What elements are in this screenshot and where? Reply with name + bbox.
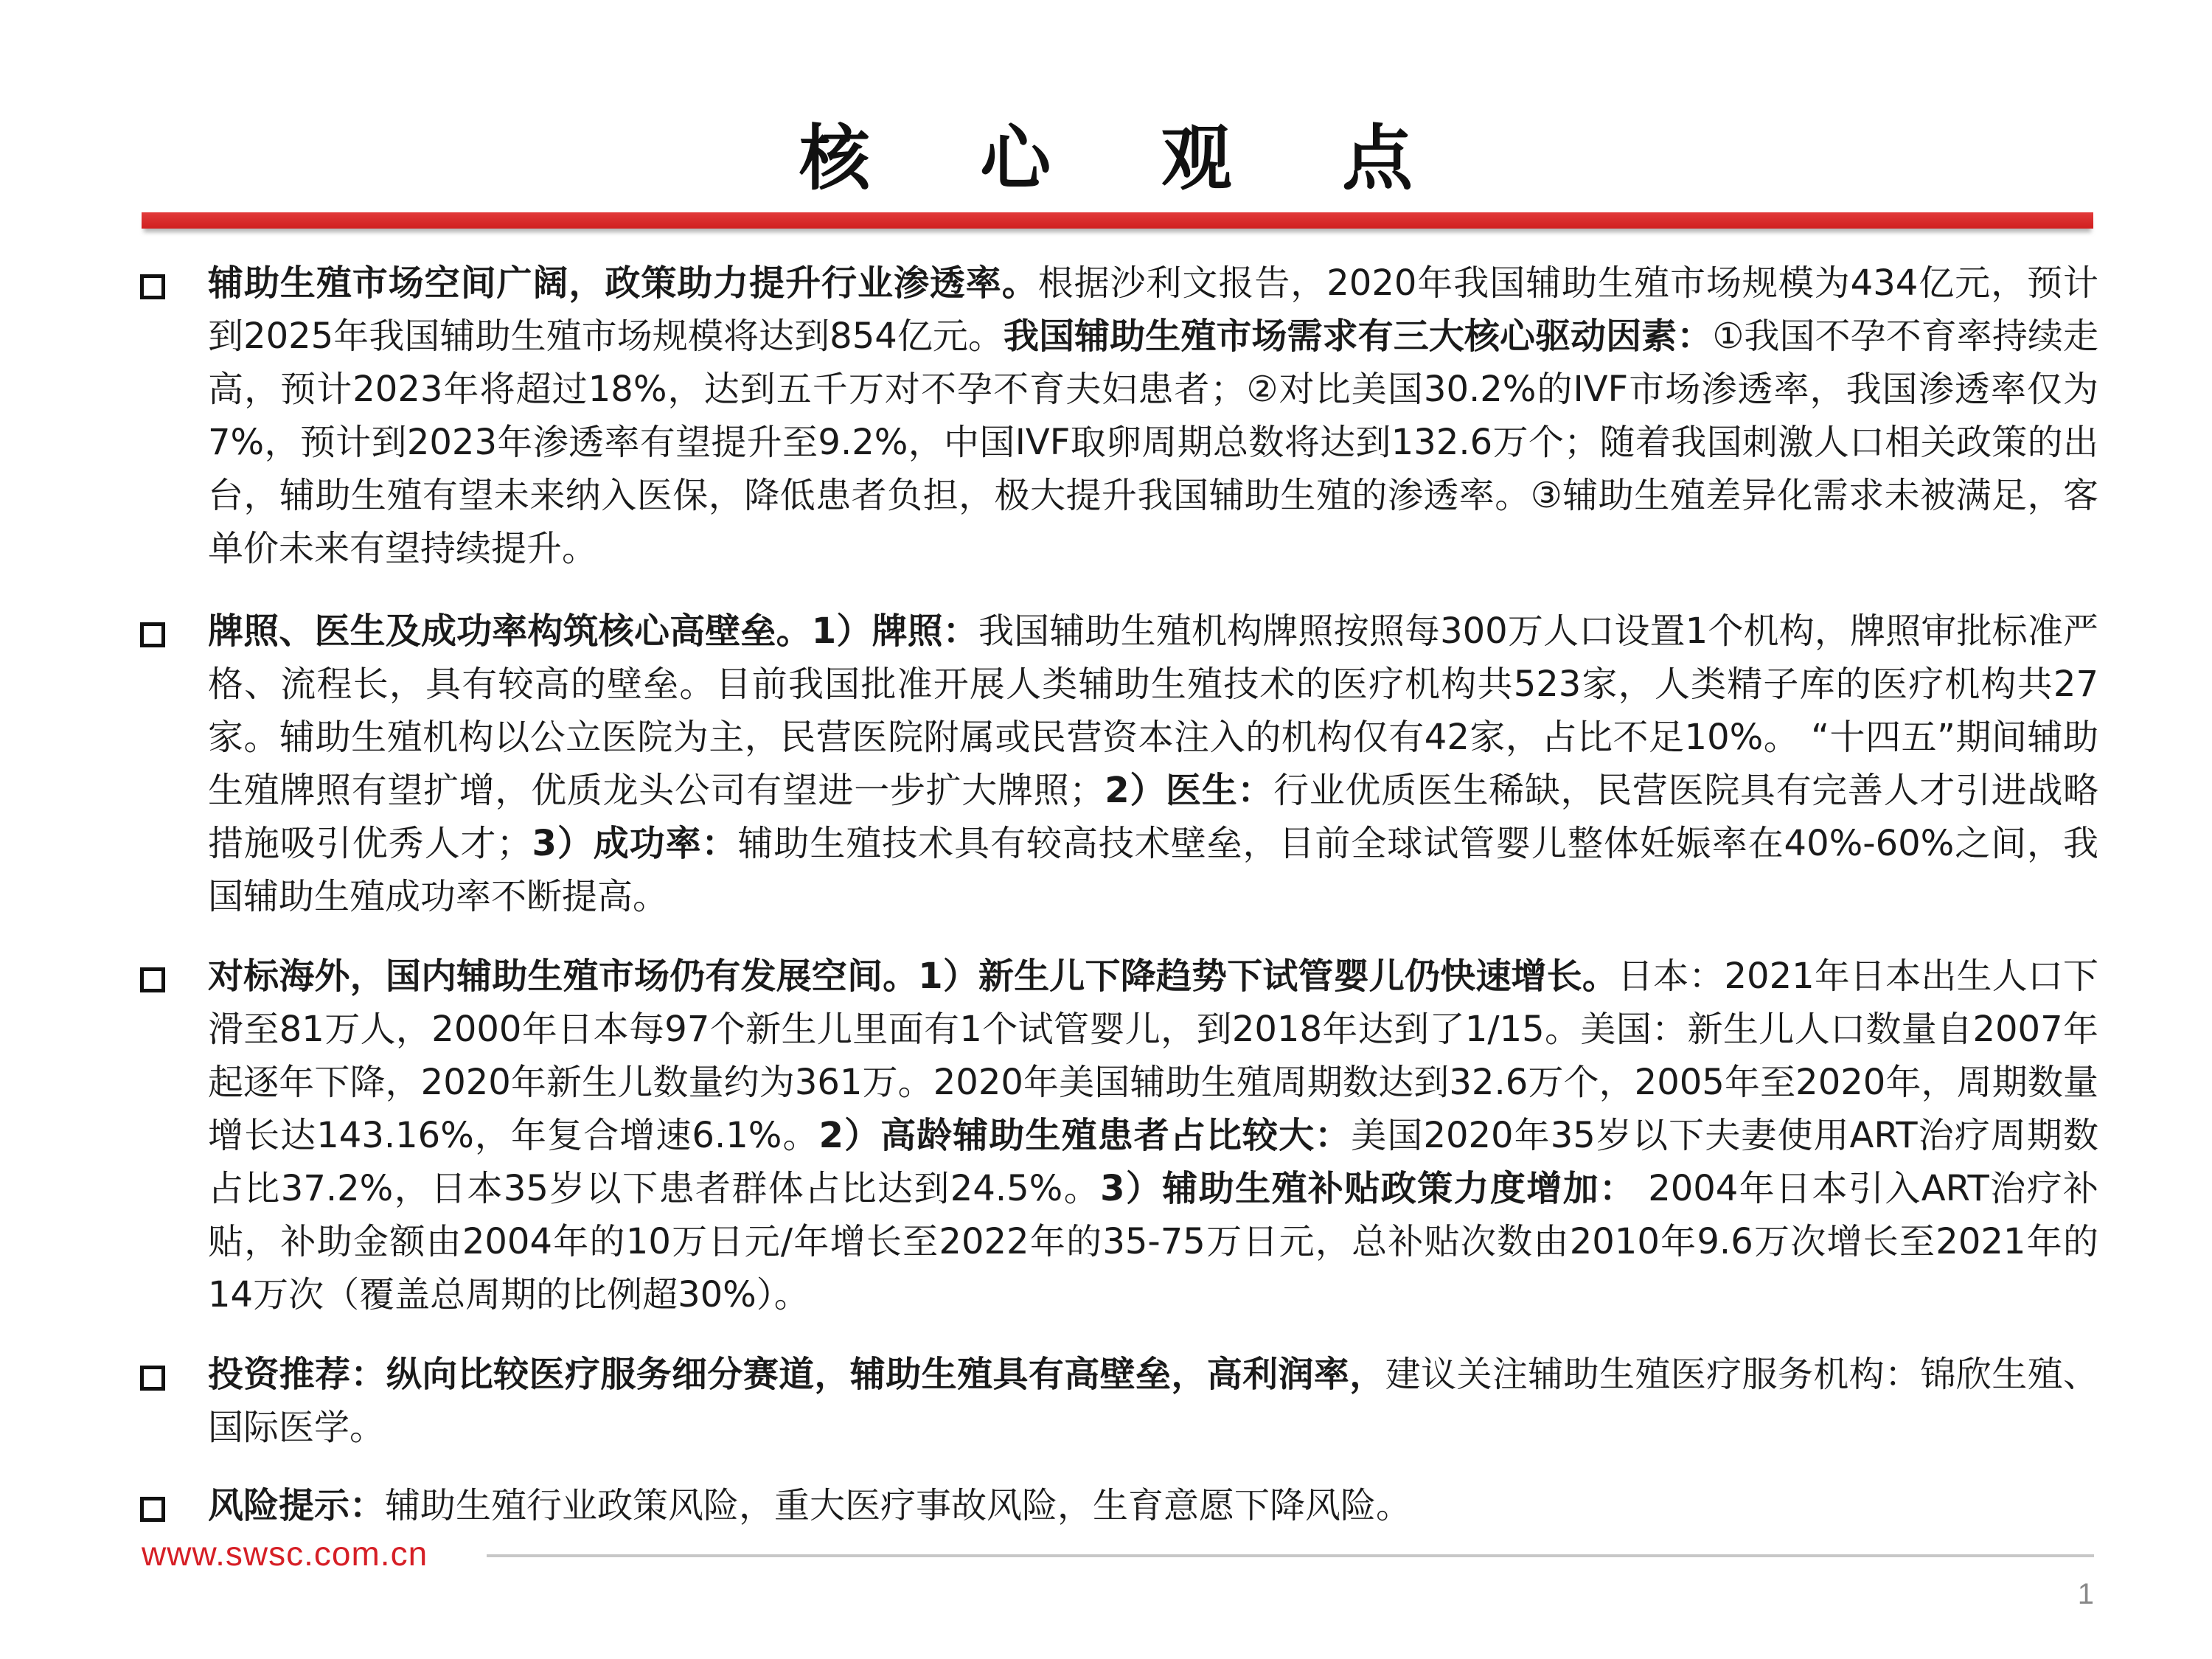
bullet-market-space [137,257,2098,575]
footer-divider [487,1554,2094,1557]
bullet-risk-warning [137,1479,2098,1532]
bullet-text: 辅助生殖市场空间广阔，政策助力提升行业渗透率。根据沙利文报告，2020年我国辅助生殖市场规模为434亿元，预计到2025年我国辅助生殖市场规模将达到854亿元。我国辅助生殖市场需求有三大核心驱动因素：①我国不孕不育率持续走高，预计2023年将超过18%，达到五千万对不孕不育夫妇患者；②对比美国30.2%的IVF市场渗透率，我国渗透率仅为7%，预计到2023年渗透率有望提升至9.2%，中国IVF取卵周期总数将达到132.6万个；随着我国刺激人口相关政策的出台，辅助生殖有望未来纳入医保，降低患者负担，极大提升我国辅助生殖的渗透率。③辅助生殖差异化需求未被满足，客单价未来有望持续提升。 [208,262,2098,569]
bullet-text: 风险提示：辅助生殖行业政策风险，重大医疗事故风险，生育意愿下降风险。 [208,1485,1412,1526]
bullet-text: 投资推荐：纵向比较医疗服务细分赛道，辅助生殖具有高壁垒，高利润率，建议关注辅助生殖医疗服务机构：锦欣生殖、国际医学。 [208,1354,2098,1448]
bullet-barriers [137,605,2098,923]
bullet-investment-recommendation [137,1348,2098,1454]
square-bullet-icon [140,967,165,992]
page-title: 核 心 观 点 [799,117,1456,200]
bullet-list [137,251,2098,1532]
bullet-text: 对标海外，国内辅助生殖市场仍有发展空间。1）新生儿下降趋势下试管婴儿仍快速增长。日本：2021年日本出生人口下滑至81万人，2000年日本每97个新生儿里面有1个试管婴儿，到2018年达到了1/15。美国：新生儿人口数量自2007年起逐年下降，2020年新生儿数量约为361万。2020年美国辅助生殖周期数达到32.6万个，2005年至2020年，周期数量增长达143.16%，年复合增速6.1%。2）高龄辅助生殖患者占比较大：美国2020年35岁以下夫妻使用ART治疗周期数占比37.2%，日本35岁以下患者群体占比达到24.5%。3）辅助生殖补贴政策力度增加： 2004年日本引入ART治疗补贴，补助金额由2004年的10万日元/年增长至2022年的35-75万日元，总补贴次数由2010年9.6万次增长至2021年的14万次（覆盖总周期的比例超30%）。 [208,956,2098,1315]
square-bullet-icon [140,274,165,299]
bullet-text: 牌照、医生及成功率构筑核心高壁垒。1）牌照：我国辅助生殖机构牌照按照每300万人口设置1个机构，牌照审批标准严格、流程长，具有较高的壁垒。目前我国批准开展人类辅助生殖技术的医疗机构共523家，人类精子库的医疗机构共27家。辅助生殖机构以公立医院为主，民营医院附属或民营资本注入的机构仅有42家，占比不足10%。 “十四五”期间辅助生殖牌照有望扩增，优质龙头公司有望进一步扩大牌照；2）医生：行业优质医生稀缺，民营医院具有完善人才引进战略措施吸引优秀人才；3）成功率：辅助生殖技术具有较高技术壁垒，目前全球试管婴儿整体妊娠率在40%-60%之间，我国辅助生殖成功率不断提高。 [208,611,2098,917]
square-bullet-icon [140,622,165,647]
square-bullet-icon [140,1497,165,1522]
title-divider-bar [142,212,2093,229]
footer-website-link[interactable]: www.swsc.com.cn [142,1534,428,1573]
square-bullet-icon [140,1366,165,1391]
bullet-overseas-benchmark [137,950,2098,1321]
page-number: 1 [2077,1578,2094,1610]
